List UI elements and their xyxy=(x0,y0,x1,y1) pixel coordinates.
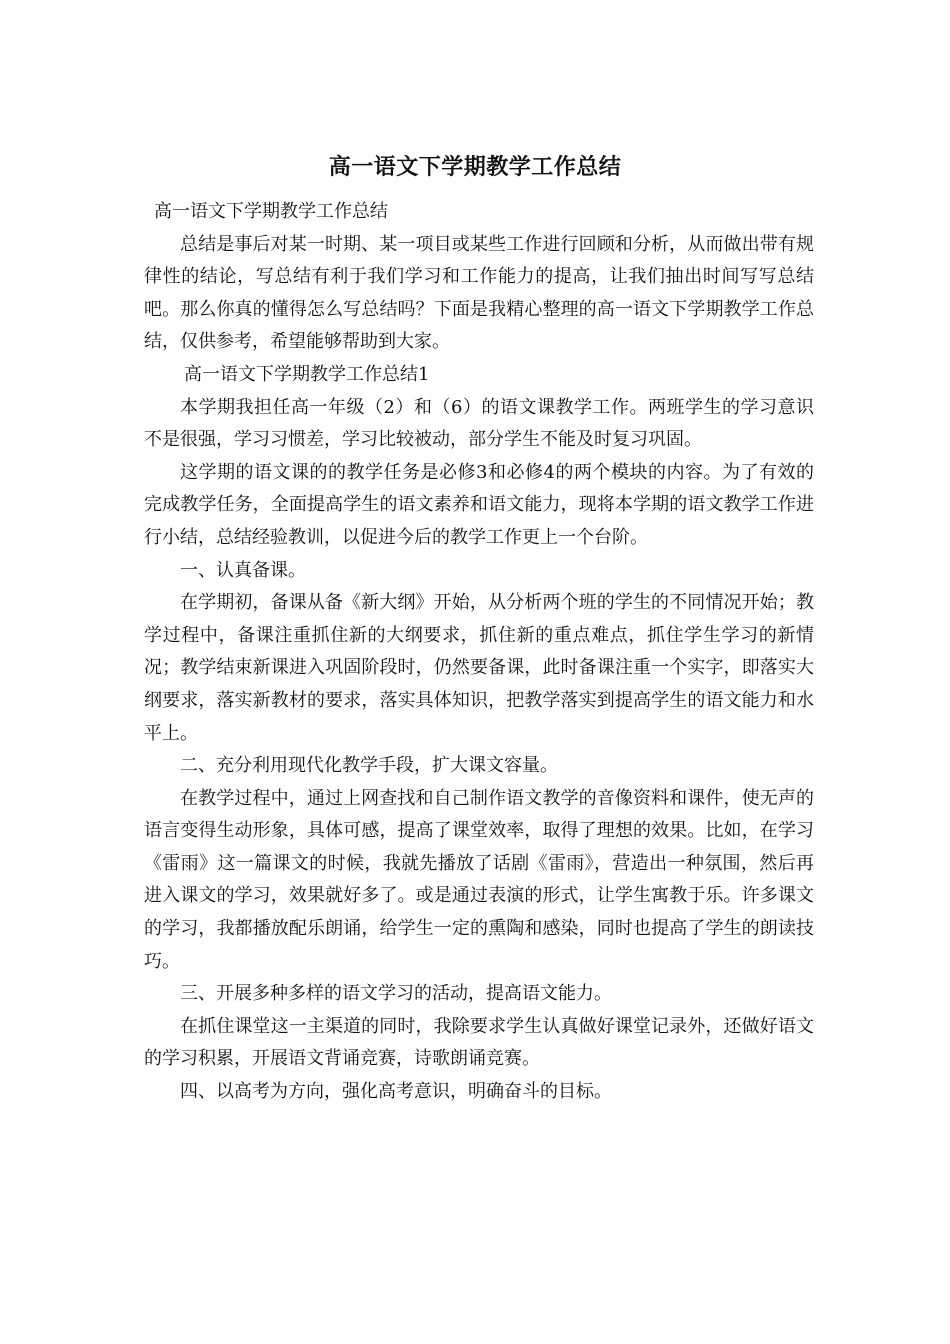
body-paragraph: 在学期初，备课从备《新大纲》开始，从分析两个班的学生的不同情况开始；教学过程中，备课注重抓住新的大纲要求，抓住新的重点难点，抓住学生学习的新情况；教学结束新课进入巩固阶段时，仍然要备课，此时备课注重一个实字，即落实大纲要求，落实新教材的要求，落实具体知识，把教学落实到提高学生的语文能力和水平上。 xyxy=(144,592,814,744)
intro-paragraph: 总结是事后对某一时期、某一项目或某些工作进行回顾和分析，从而做出带有规律性的结论，写总结有利于我们学习和工作能力的提高，让我们抽出时间写写总结吧。那么你真的懂得怎么写总结吗？下面是我精心整理的高一语文下学期教学工作总结，仅供参考，希望能够帮助到大家。 xyxy=(144,233,814,353)
body-paragraph: 在抓住课堂这一主渠道的同时，我除要求学生认真做好课堂记录外，还做好语文的学习积累，开展语文背诵竞赛，诗歌朗诵竞赛。 xyxy=(144,1015,814,1070)
document-title: 高一语文下学期教学工作总结 xyxy=(328,155,622,180)
subtitle-paragraph: 高一语文下学期教学工作总结 xyxy=(154,201,388,222)
body-paragraph: 本学期我担任高一年级（2）和（6）的语文课教学工作。两班学生的学习意识不是很强，学习习惯差，学习比较被动，部分学生不能及时复习巩固。 xyxy=(144,396,814,451)
point-heading-3: 三、开展多种多样的语文学习的活动，提高语文能力。 xyxy=(180,983,612,1005)
body-paragraph: 这学期的语文课的的教学任务是必修3和必修4的两个模块的内容。为了有效的完成教学任务，全面提高学生的语文素养和语文能力，现将本学期的语文教学工作进行小结，总结经验教训，以促进今后的教学工作更上一个台阶。 xyxy=(144,461,814,548)
point-heading-2: 二、充分利用现代化教学手段，扩大课文容量。 xyxy=(180,755,558,777)
point-heading-4: 四、以高考为方向，强化高考意识，明确奋斗的目标。 xyxy=(180,1081,612,1103)
section-heading-1: 高一语文下学期教学工作总结1 xyxy=(184,363,430,385)
point-heading-1: 一、认真备课。 xyxy=(180,559,306,581)
document-body xyxy=(144,196,814,1109)
body-paragraph: 在教学过程中，通过上网查找和自己制作语文教学的音像资料和课件，使无声的语言变得生动形象，具体可感，提高了课堂效率，取得了理想的效果。比如，在学习《雷雨》这一篇课文的时候，我就先播放了话剧《雷雨》，营造出一种氛围，然后再进入课文的学习，效果就好多了。或是通过表演的形式，让学生寓教于乐。许多课文的学习，我都播放配乐朗诵，给学生一定的熏陶和感染，同时也提高了学生的朗读技巧。 xyxy=(144,787,814,972)
